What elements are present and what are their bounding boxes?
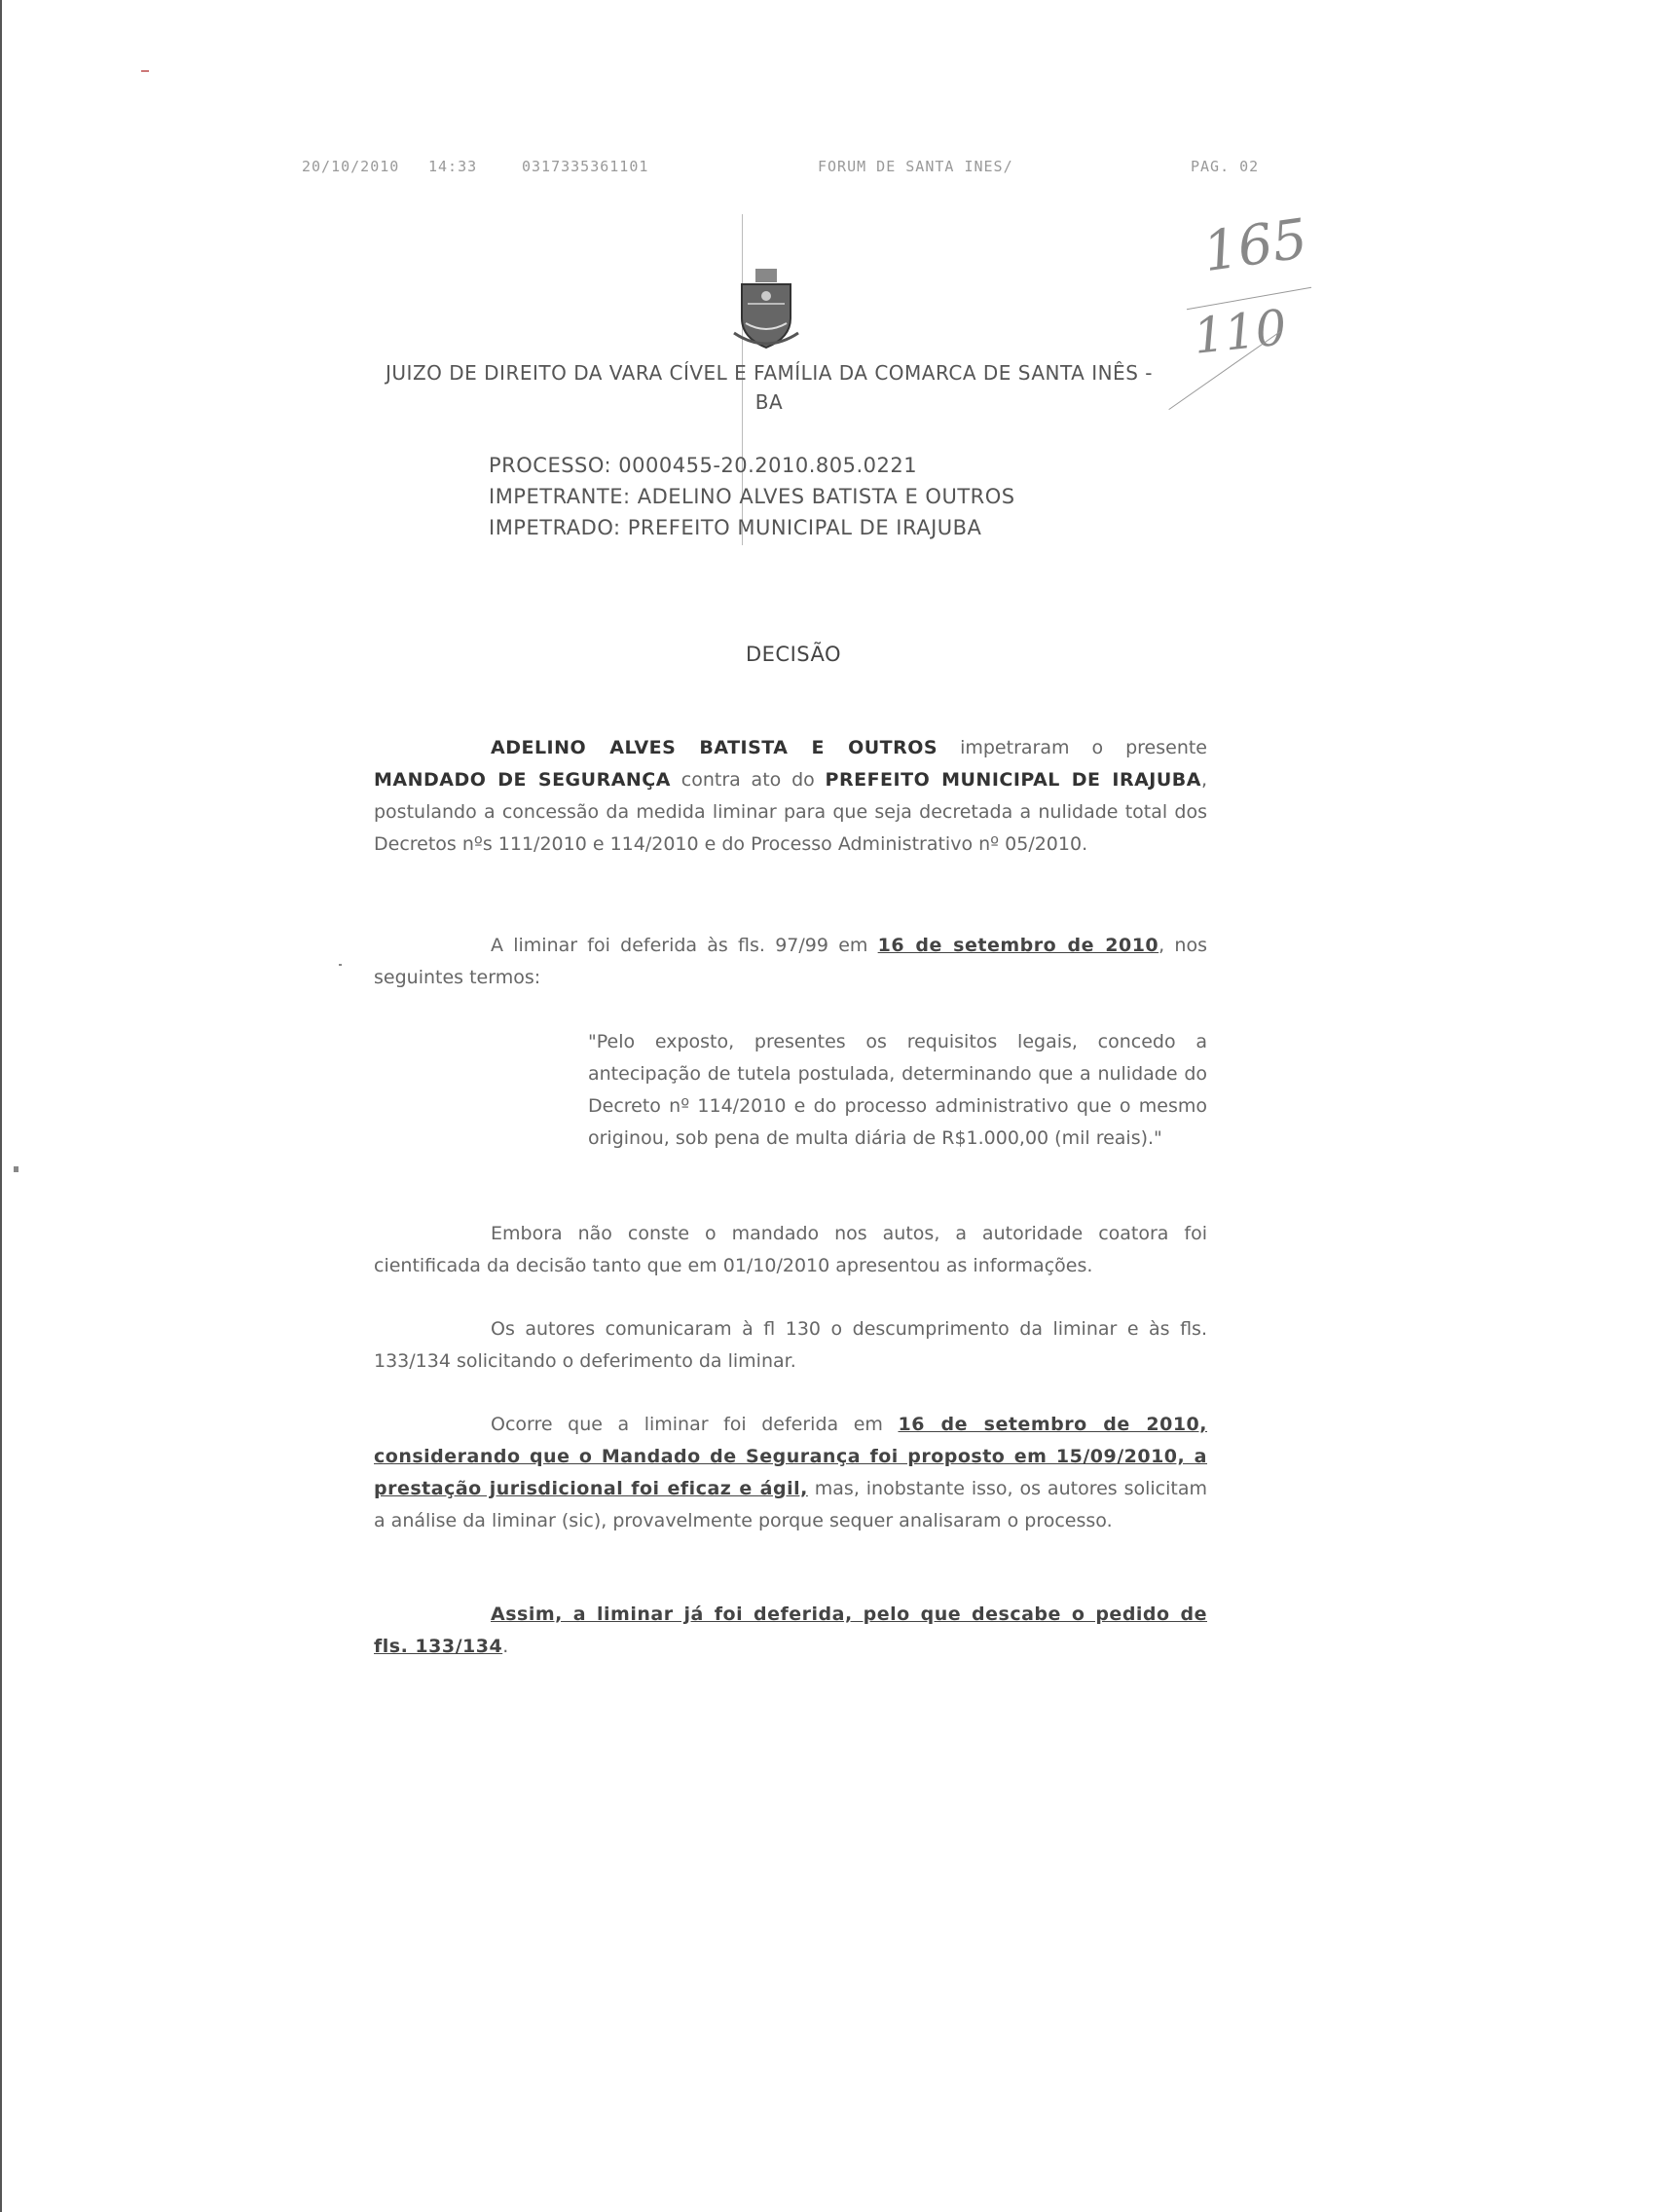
fax-number: 0317335361101: [522, 158, 649, 175]
court-title: JUIZO DE DIREITO DA VARA CÍVEL E FAMÍLIA DA COMARCA DE SANTA INÊS - BA: [386, 361, 1153, 414]
scan-speck: [339, 964, 342, 966]
scan-speck: [14, 1166, 18, 1172]
process-number: PROCESSO: 0000455-20.2010.805.0221: [489, 454, 918, 477]
fax-sender: FORUM DE SANTA INES/: [818, 158, 1013, 175]
decision-heading: DECISÃO: [745, 643, 842, 666]
paragraph-1: ADELINO ALVES BATISTA E OUTROS impetraram o presente MANDADO DE SEGURANÇA contra ato do PREFEITO MUNICIPAL DE IRAJUBA, postulando a concessão da medida liminar para que seja decretada a nulidade total dos Decretos nºs 111/2010 e 114/2010 e do Processo Administrativo nº 05/2010.: [374, 737, 1208, 855]
paragraph-6: Ocorre que a liminar foi deferida em 16 de setembro de 2010, considerando que o Mandado de Segurança foi proposto em 15/09/2010, a prestação jurisdicional foi eficaz e ágil, mas, inobstante isso, os autores solicitam a análise da liminar (sic), provavelmente porque sequer analisaram o processo.: [374, 1414, 1207, 1531]
respondent: IMPETRADO: PREFEITO MUNICIPAL DE IRAJUBA: [489, 516, 982, 539]
liminar-date: 16 de setembro de 2010: [877, 935, 1159, 956]
case-block: [489, 450, 1170, 543]
page-edge: [0, 0, 2, 2212]
petitioner: IMPETRANTE: ADELINO ALVES BATISTA E OUTROS: [489, 485, 1015, 508]
folio-mark-1: 165: [1198, 206, 1311, 285]
fax-time: 14:33: [428, 158, 478, 175]
folio-mark-2: 110: [1191, 299, 1290, 365]
folio-marks: [1186, 204, 1322, 428]
conclusion: Assim, a liminar já foi deferida, pelo que descabe o pedido de fls. 133/134: [374, 1604, 1207, 1657]
parties-name: ADELINO ALVES BATISTA E OUTROS: [491, 737, 938, 758]
underlined-statement: 16 de setembro de 2010, considerando que o Mandado de Segurança foi proposto em 15/09/2010, a prestação jurisdicional foi eficaz e ágil,: [374, 1414, 1207, 1499]
authority-name: PREFEITO MUNICIPAL DE IRAJUBA: [825, 769, 1201, 791]
paragraph-7: Assim, a liminar já foi deferida, pelo que descabe o pedido de fls. 133/134.: [374, 1604, 1207, 1657]
fax-date: 20/10/2010: [302, 158, 400, 175]
writ-name: MANDADO DE SEGURANÇA: [374, 769, 671, 791]
scan-speck: [141, 70, 149, 72]
quoted-decision: "Pelo exposto, presentes os requisitos legais, concedo a antecipação de tutela postulada, determinando que a nulidade do Decreto nº 114/2010 e do processo administrativo que o mesmo originou, sob pena de multa diária de R$1.000,00 (mil reais).": [588, 1031, 1207, 1149]
paragraph-2: A liminar foi deferida às fls. 97/99 em 16 de setembro de 2010, nos seguintes termos:: [374, 935, 1207, 988]
paragraph-4: Embora não conste o mandado nos autos, a autoridade coatora foi cientificada da decisão tanto que em 01/10/2010 apresentou as informações.: [374, 1223, 1207, 1276]
fax-page-number: PAG. 02: [1191, 158, 1260, 175]
coat-of-arms-icon: [732, 265, 800, 352]
fax-header: [0, 158, 1655, 181]
paragraph-5: Os autores comunicaram à fl 130 o descumprimento da liminar e às fls. 133/134 solicitando o deferimento da liminar.: [374, 1318, 1207, 1372]
